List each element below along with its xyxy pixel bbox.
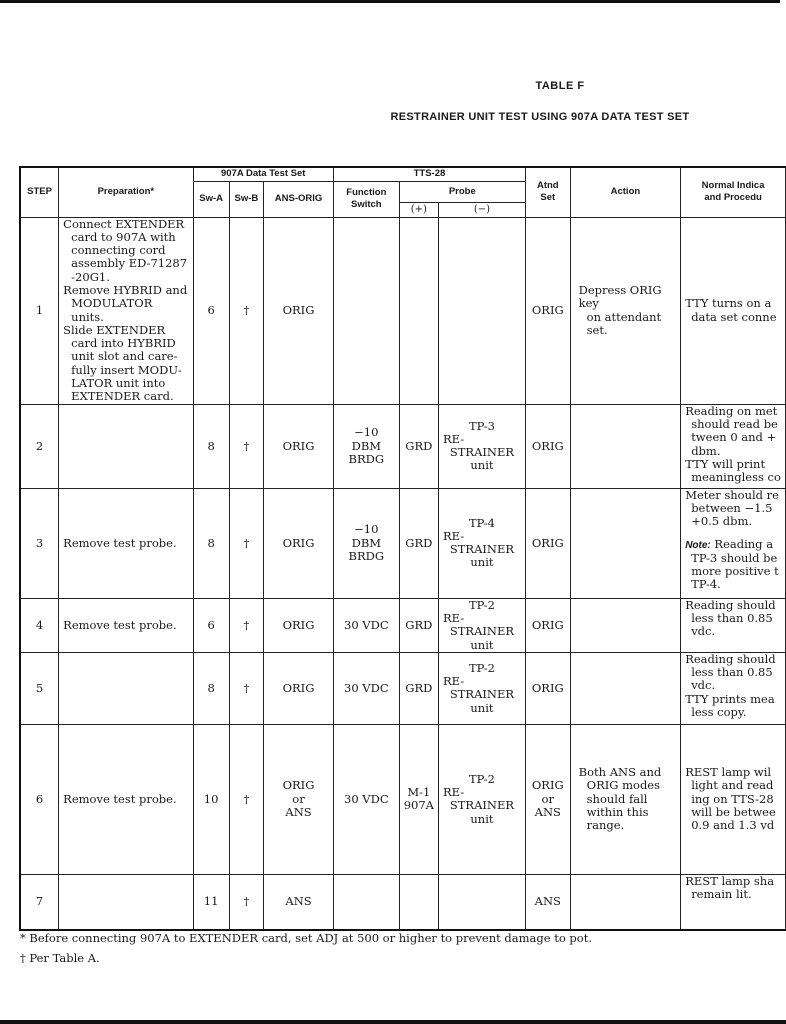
cell-function-switch — [333, 488, 399, 598]
cell-line: less copy. — [691, 705, 747, 720]
cell-line: remain lit. — [691, 887, 752, 902]
cell-sw-b: † — [229, 652, 263, 724]
cell-line: Reading should — [685, 598, 776, 612]
cell-probe-plus — [399, 404, 438, 488]
cell-line: ANS — [285, 894, 312, 909]
cell-sw-a: 10 — [193, 724, 229, 874]
cell-line: Meter should re — [685, 488, 779, 502]
cell-atnd-set — [525, 598, 570, 652]
cell-line: ORIG — [282, 778, 315, 793]
cell-sw-a: 6 — [193, 598, 229, 652]
cell-function-switch — [333, 404, 399, 488]
cell-action — [570, 724, 681, 874]
cell-action — [570, 488, 681, 598]
cell-line: TP-4 — [468, 515, 495, 530]
cell-line: unit — [470, 700, 494, 715]
cell-line: meaningless co — [691, 470, 781, 485]
cell-sw-b: † — [229, 217, 263, 404]
cell-line: ORIG — [531, 680, 564, 695]
cell-sw-b: † — [229, 598, 263, 652]
cell-line: unit — [470, 811, 494, 826]
cell-function-switch — [333, 874, 399, 930]
cell-line: ORIG modes — [586, 778, 661, 793]
table-row — [20, 488, 786, 598]
cell-preparation — [59, 874, 193, 930]
cell-line: ORIG — [531, 302, 564, 317]
cell-line: ANS — [534, 894, 561, 909]
cell-line: ORIG — [531, 438, 564, 453]
cell-line: connecting cord — [71, 243, 166, 258]
cell-line: Remove test probe. — [63, 535, 177, 550]
cell-atnd-set — [525, 217, 570, 404]
cell-action — [570, 404, 681, 488]
cell-line: ORIG — [531, 617, 564, 632]
cell-function-switch — [333, 724, 399, 874]
cell-ans-orig — [264, 488, 334, 598]
cell-function-switch — [333, 598, 399, 652]
cell-line: Reading should — [685, 652, 776, 666]
cell-preparation — [59, 217, 193, 404]
cell-normal-indication — [681, 404, 786, 488]
table-title: TABLE F — [535, 80, 585, 92]
cell-line: STRAINER — [449, 687, 515, 702]
cell-line: ORIG — [282, 302, 315, 317]
cell-sw-b: † — [229, 404, 263, 488]
cell-function-switch — [333, 652, 399, 724]
cell-line: unit — [470, 555, 494, 570]
cell-line: MODULATOR units. — [71, 296, 153, 324]
cell-sw-a: 6 — [193, 217, 229, 404]
cell-line: TP-3 should be — [691, 550, 778, 565]
header-tts28-group: TTS-28 — [333, 167, 525, 181]
cell-line: BRDG — [348, 451, 385, 466]
cell-action — [570, 874, 681, 930]
table-row — [20, 724, 786, 874]
cell-line: GRD — [405, 438, 433, 453]
cell-line: dbm. — [691, 443, 721, 458]
cell-probe-minus — [438, 874, 525, 930]
cell-sw-b: † — [229, 724, 263, 874]
cell-step: 6 — [20, 724, 59, 874]
cell-sw-b: † — [229, 874, 263, 930]
cell-line: ANS — [534, 804, 561, 819]
cell-line: light and read — [691, 778, 774, 793]
cell-line: STRAINER — [449, 445, 515, 460]
cell-line: Remove test probe. — [63, 617, 177, 632]
cell-line: STRAINER — [449, 624, 515, 639]
cell-line: assembly ED-71287 — [71, 256, 188, 271]
cell-ans-orig — [264, 874, 334, 930]
table-row — [20, 652, 786, 724]
header-function-switch: Function Switch — [333, 181, 399, 217]
cell-line: set. — [586, 322, 608, 337]
cell-line: STRAINER — [449, 798, 515, 813]
cell-ans-orig — [264, 598, 334, 652]
header-sw-a: Sw-A — [193, 181, 229, 217]
cell-line: data set conne — [691, 309, 777, 324]
cell-probe-minus — [438, 404, 525, 488]
cell-probe-minus — [438, 488, 525, 598]
cell-line: TTY prints mea — [685, 691, 775, 706]
cell-ans-orig — [264, 724, 334, 874]
cell-line: should fall — [586, 791, 648, 806]
cell-line: vdc. — [691, 678, 716, 693]
cell-normal-indication — [681, 724, 786, 874]
header-probe-plus: (+) — [399, 202, 438, 217]
cell-step: 5 — [20, 652, 59, 724]
cell-line: GRD — [405, 680, 433, 695]
cell-line: -20G1. — [71, 269, 110, 284]
cell-atnd-set — [525, 488, 570, 598]
table-subtitle: RESTRAINER UNIT TEST USING 907A DATA TEST SET — [390, 111, 690, 123]
table-row — [20, 404, 786, 488]
cell-line: RE- — [442, 674, 465, 689]
cell-line: ORIG — [282, 617, 315, 632]
header-atnd-set: Atnd Set — [525, 167, 570, 217]
cell-atnd-set — [525, 404, 570, 488]
note-text: Reading a — [710, 536, 774, 551]
bottom-border-rule — [0, 1020, 786, 1024]
cell-line: ORIG — [531, 535, 564, 550]
cell-line: Both ANS and — [578, 765, 662, 780]
cell-line: EXTENDER card. — [71, 389, 174, 404]
cell-line: RE- — [442, 431, 465, 446]
cell-probe-plus — [399, 874, 438, 930]
cell-probe-minus — [438, 217, 525, 404]
cell-line: ing on TTS-28 — [691, 791, 774, 806]
cell-atnd-set — [525, 652, 570, 724]
cell-line: TP-2 — [468, 660, 495, 675]
cell-line: ANS — [285, 804, 312, 819]
cell-line: Reading on met — [685, 404, 778, 418]
table-row — [20, 217, 786, 404]
header-probe-minus: (−) — [438, 202, 525, 217]
cell-line: will be betwee — [691, 804, 776, 819]
cell-line: +0.5 dbm. — [691, 514, 753, 529]
cell-sw-a: 8 — [193, 488, 229, 598]
cell-line: TP-2 — [468, 598, 495, 612]
top-border-rule — [0, 0, 780, 3]
cell-line: M-1 — [407, 785, 431, 800]
cell-line: GRD — [405, 617, 433, 632]
cell-preparation — [59, 724, 193, 874]
cell-step: 3 — [20, 488, 59, 598]
cell-line: unit — [470, 458, 494, 473]
cell-line: REST lamp wil — [685, 765, 772, 780]
cell-probe-minus — [438, 724, 525, 874]
cell-line: tween 0 and + — [691, 430, 777, 445]
cell-atnd-set — [525, 874, 570, 930]
cell-normal-indication — [681, 217, 786, 404]
footnote-dagger: † Per Table A. — [20, 951, 100, 965]
footnote-asterisk: * Before connecting 907A to EXTENDER card, set ADJ at 500 or higher to prevent damage to pot. — [20, 931, 592, 945]
cell-line: or — [541, 791, 554, 806]
header-907a-group: 907A Data Test Set — [193, 167, 333, 181]
cell-ans-orig — [264, 404, 334, 488]
restrainer-test-table — [19, 166, 786, 931]
cell-line: RE- — [442, 785, 465, 800]
cell-line: fully insert MODU- — [71, 362, 182, 377]
note-label: Note: — [685, 539, 711, 551]
cell-probe-plus — [399, 652, 438, 724]
table-row — [20, 598, 786, 652]
cell-line: RE- — [442, 610, 465, 625]
cell-line: BRDG — [348, 548, 385, 563]
cell-line: Connect EXTENDER — [63, 217, 185, 231]
cell-line: Remove test probe. — [63, 791, 177, 806]
cell-ans-orig — [264, 652, 334, 724]
cell-sw-b: † — [229, 488, 263, 598]
table-row — [20, 874, 786, 930]
cell-line: 0.9 and 1.3 vd — [691, 818, 775, 833]
cell-normal-indication — [681, 652, 786, 724]
cell-line: or — [292, 791, 305, 806]
cell-line: 30 VDC — [344, 617, 389, 632]
cell-line: TP-4. — [691, 577, 721, 592]
cell-line: unit slot and care- — [71, 349, 178, 364]
cell-preparation — [59, 652, 193, 724]
cell-normal-indication — [681, 488, 786, 598]
cell-line: unit — [470, 637, 494, 652]
cell-line: RE- — [442, 528, 465, 543]
cell-step: 2 — [20, 404, 59, 488]
cell-preparation — [59, 488, 193, 598]
cell-line: STRAINER — [449, 542, 515, 557]
cell-probe-plus — [399, 724, 438, 874]
cell-probe-minus — [438, 598, 525, 652]
header-probe: Probe — [399, 181, 525, 202]
cell-line: Slide EXTENDER — [63, 322, 166, 337]
cell-sw-a: 11 — [193, 874, 229, 930]
cell-sw-a: 8 — [193, 404, 229, 488]
cell-line: Depress ORIG key — [578, 282, 662, 311]
cell-line: more positive t — [691, 564, 779, 579]
cell-probe-plus — [399, 217, 438, 404]
cell-line: ORIG — [282, 680, 315, 695]
cell-line: ORIG — [531, 778, 564, 793]
cell-line: ORIG — [282, 535, 315, 550]
cell-line: less than 0.85 — [691, 610, 773, 625]
cell-ans-orig — [264, 217, 334, 404]
cell-probe-minus — [438, 652, 525, 724]
note-line — [685, 538, 781, 552]
header-ans-orig: ANS-ORIG — [264, 181, 334, 217]
header-normal-indication: Normal Indica and Procedu — [681, 167, 786, 217]
cell-normal-indication — [681, 874, 786, 930]
cell-line: within this — [586, 804, 649, 819]
cell-line: GRD — [405, 535, 433, 550]
cell-line: ORIG — [282, 438, 315, 453]
header-preparation: Preparation* — [59, 167, 193, 217]
cell-line: −10 DBM — [351, 425, 382, 453]
cell-line: 30 VDC — [344, 791, 389, 806]
cell-line: range. — [586, 818, 625, 833]
cell-line: TTY will print — [685, 456, 766, 471]
cell-line: on attendant — [586, 309, 662, 324]
cell-preparation — [59, 598, 193, 652]
cell-line: card to 907A with — [71, 229, 176, 244]
cell-line: Remove HYBRID and — [63, 282, 188, 297]
cell-line: 907A — [403, 798, 434, 813]
cell-line: TP-2 — [468, 771, 495, 786]
cell-function-switch — [333, 217, 399, 404]
header-action: Action — [570, 167, 681, 217]
cell-line: 30 VDC — [344, 680, 389, 695]
cell-line: between −1.5 — [691, 500, 773, 515]
cell-line: REST lamp sha — [685, 874, 775, 888]
cell-line: −10 DBM — [351, 522, 382, 550]
cell-action — [570, 652, 681, 724]
cell-step: 7 — [20, 874, 59, 930]
cell-line: vdc. — [691, 624, 716, 639]
cell-line: should read be — [691, 416, 778, 431]
cell-step: 1 — [20, 217, 59, 404]
cell-normal-indication — [681, 598, 786, 652]
cell-sw-a: 8 — [193, 652, 229, 724]
cell-action — [570, 598, 681, 652]
cell-probe-plus — [399, 488, 438, 598]
cell-line: LATOR unit into — [71, 376, 166, 391]
cell-line: card into HYBRID — [71, 336, 176, 351]
cell-probe-plus — [399, 598, 438, 652]
cell-line: TTY turns on a — [685, 296, 772, 311]
cell-preparation — [59, 404, 193, 488]
cell-line: TP-3 — [468, 418, 495, 433]
cell-atnd-set — [525, 724, 570, 874]
cell-action — [570, 217, 681, 404]
cell-line: less than 0.85 — [691, 665, 773, 680]
header-sw-b: Sw-B — [229, 181, 263, 217]
cell-step: 4 — [20, 598, 59, 652]
header-step: STEP — [20, 167, 59, 217]
